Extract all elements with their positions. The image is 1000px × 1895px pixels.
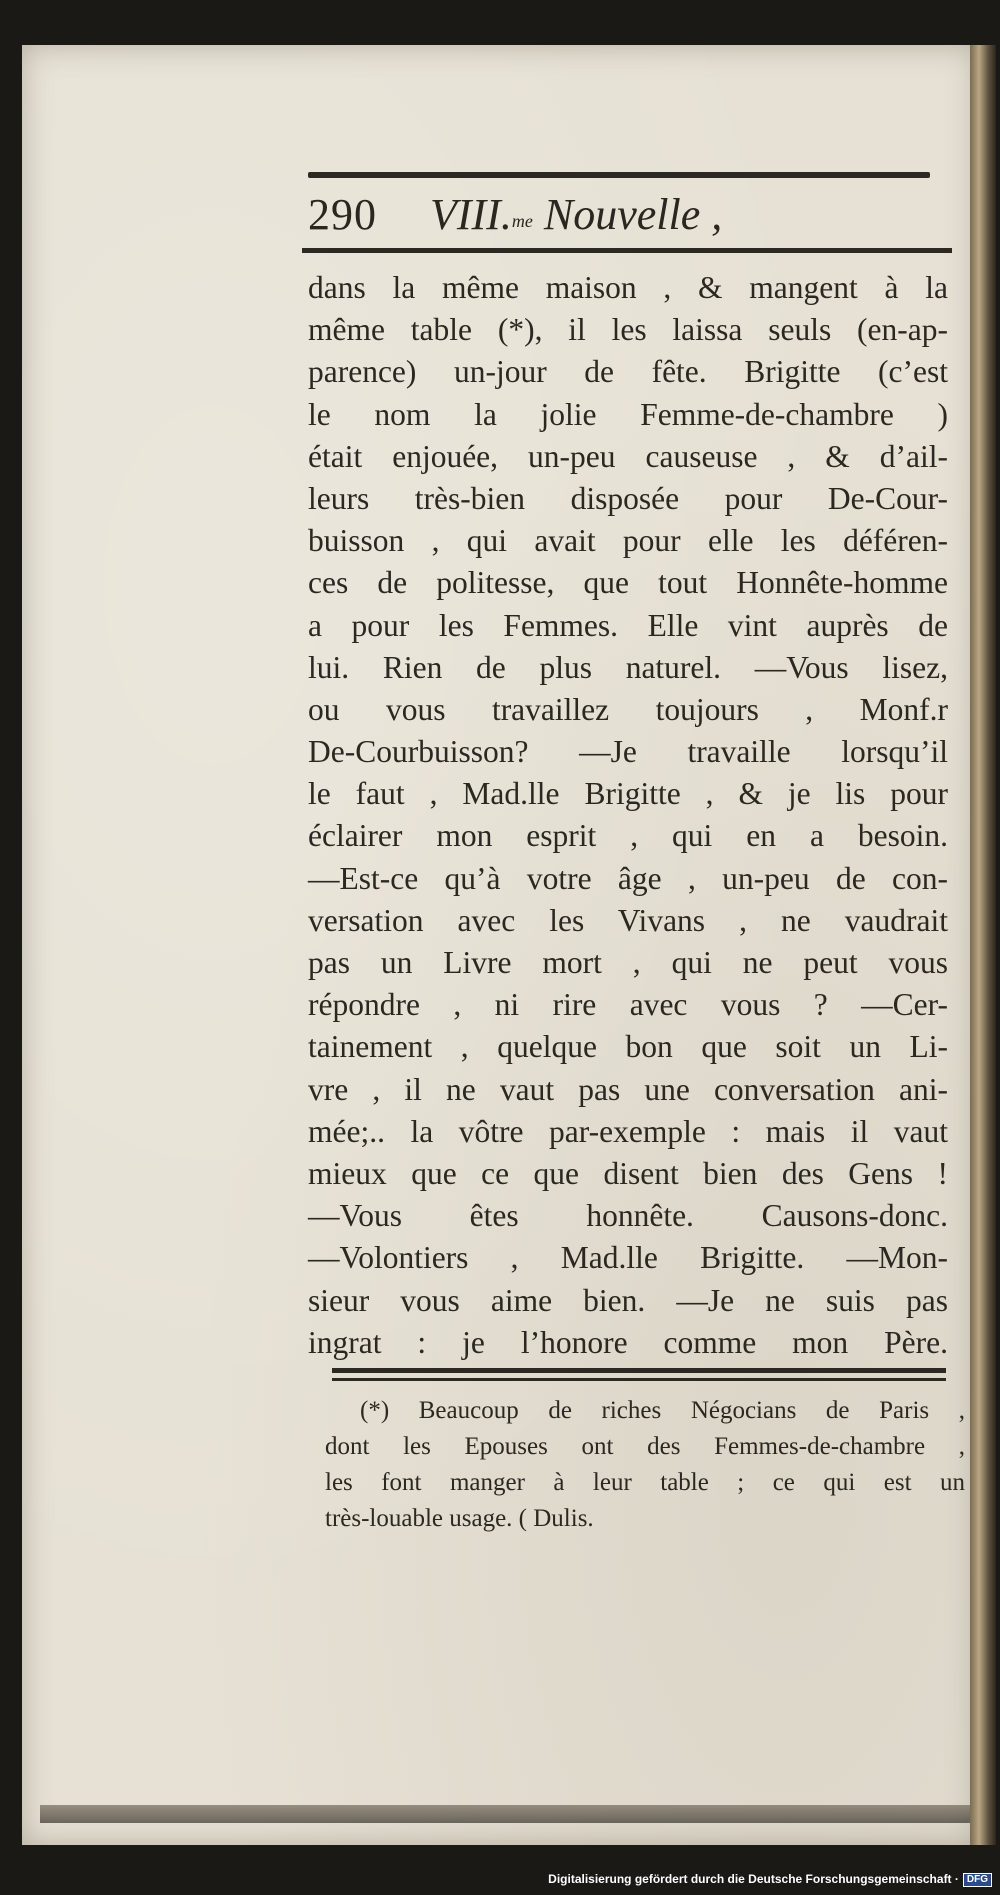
body-line: mée;.. la vôtre par-exemple : mais il vaut (308, 1113, 948, 1149)
page-edge (970, 45, 996, 1845)
body-line: leurs très-bien disposée pour De-Cour- (308, 480, 948, 516)
body-line: tainement , quelque bon que soit un Li- (308, 1029, 948, 1065)
page-header (308, 185, 948, 245)
page-bottom-edge (40, 1805, 970, 1823)
footnote-line: les font manger à leur table ; ce qui est un (325, 1469, 965, 1496)
digitization-credit (548, 1872, 992, 1887)
footnote-line: (*) Beaucoup de riches Négocians de Paris , (360, 1397, 965, 1424)
running-head (430, 185, 722, 245)
body-line: pas un Livre mort , qui ne peut vous (308, 945, 948, 980)
body-line: a pour les Femmes. Elle vint auprès de (308, 607, 948, 643)
body-line: sieur vous aime bien. —Je ne suis pas (308, 1282, 948, 1318)
body-line: le nom la jolie Femme-de-chambre ) (308, 396, 948, 432)
footnote-line: très-louable usage. ( Dulis. (325, 1505, 594, 1532)
dfg-logo-icon: DFG (963, 1873, 992, 1887)
running-head-rest: Nouvelle , (532, 190, 723, 239)
body-line: dans la même maison , & mangent à la (308, 270, 948, 305)
body-line: éclairer mon esprit , qui en a besoin. (308, 818, 948, 854)
running-head-title: VIII. (430, 190, 512, 239)
footnote-line: dont les Epouses ont des Femmes-de-chambre , (325, 1433, 965, 1460)
body-line: buisson , qui avait pour elle les déféren- (308, 523, 948, 559)
body-line: De-Courbuisson? —Je travaille lorsqu’il (308, 734, 948, 770)
body-line: —Est-ce qu’à votre âge , un-peu de con- (308, 860, 948, 896)
header-bottom-rule (302, 248, 952, 253)
body-text (308, 267, 948, 1364)
body-line: versation avec les Vivans , ne vaudrait (308, 902, 948, 938)
header-top-rule (308, 172, 930, 178)
body-line: —Vous êtes honnête. Causons-donc. (308, 1198, 948, 1234)
body-line: ingrat : je l’honore comme mon Père. (308, 1324, 948, 1360)
body-line: ou vous travaillez toujours , Monf.r (308, 691, 948, 727)
body-line: lui. Rien de plus naturel. —Vous lisez, (308, 649, 948, 685)
footnote-rule-lower (332, 1378, 946, 1381)
body-line: répondre , ni rire avec vous ? —Cer- (308, 987, 948, 1023)
body-line: même table (*), il les laissa seuls (en-ap- (308, 312, 948, 348)
body-line: le faut , Mad.lle Brigitte , & je lis pour (308, 776, 948, 812)
running-head-superscript: me (511, 211, 533, 231)
footnote (325, 1393, 965, 1537)
body-line: était enjouée, un-peu causeuse , & d’ail- (308, 438, 948, 474)
footnote-rule-upper (332, 1368, 946, 1373)
page-number: 290 (308, 190, 377, 239)
body-line: ces de politesse, que tout Honnête-homme (308, 565, 948, 601)
body-line: mieux que ce que disent bien des Gens ! (308, 1155, 948, 1191)
body-line: —Volontiers , Mad.lle Brigitte. —Mon- (308, 1240, 948, 1276)
body-line: vre , il ne vaut pas une conversation ani- (308, 1071, 948, 1107)
credit-text: Digitalisierung gefördert durch die Deutsche Forschungsgemeinschaft · (548, 1872, 959, 1886)
body-line: parence) un-jour de fête. Brigitte (c’est (308, 354, 948, 390)
